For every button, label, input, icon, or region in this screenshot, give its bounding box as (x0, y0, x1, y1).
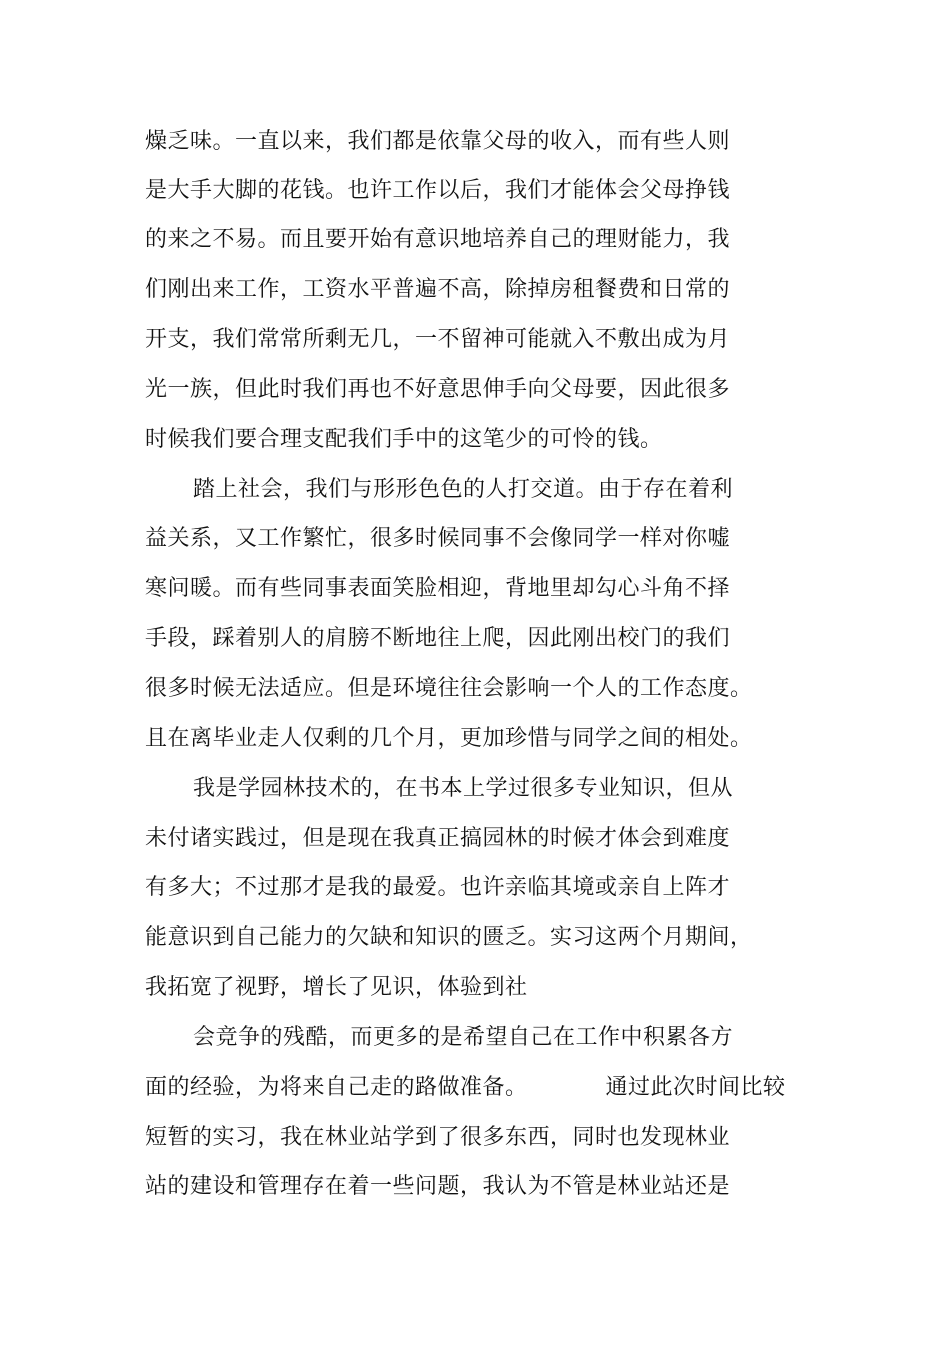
text-segment: 通过此次时间比较 (605, 1075, 786, 1100)
text-line: 燥乏味。一直以来，我们都是依靠父母的收入，而有些人则 (145, 129, 731, 154)
text-line: 光一族，但此时我们再也不好意思伸手向父母要，因此很多 (145, 377, 731, 402)
text-line: 的来之不易。而且要开始有意识地培养自己的理财能力，我 (145, 227, 731, 252)
paragraph-first-line: 会竞争的残酷，而更多的是希望自己在工作中积累各方 (193, 1025, 734, 1050)
text-line: 有多大；不过那才是我的最爱。也许亲临其境或亲自上阵才 (145, 875, 731, 900)
text-line: 们刚出来工作，工资水平普遍不高，除掉房租餐费和日常的 (145, 277, 731, 302)
text-line: 很多时候无法适应。但是环境往往会影响一个人的工作态度。 (145, 676, 753, 701)
text-line: 寒问暖。而有些同事表面笑脸相迎，背地里却勾心斗角不择 (145, 576, 731, 601)
text-line: 未付诸实践过，但是现在我真正搞园林的时候才体会到难度 (145, 826, 731, 851)
text-line: 时候我们要合理支配我们手中的这笔少的可怜的钱。 (145, 427, 663, 452)
text-line: 益关系，又工作繁忙，很多时候同事不会像同学一样对你嘘 (145, 526, 731, 551)
text-line: 是大手大脚的花钱。也许工作以后，我们才能体会父母挣钱 (145, 178, 731, 203)
paragraph-first-line: 我是学园林技术的，在书本上学过很多专业知识，但从 (193, 776, 734, 801)
text-line: 开支，我们常常所剩无几，一不留神可能就入不敷出成为月 (145, 327, 731, 352)
text-line: 手段，踩着别人的肩膀不断地往上爬，因此刚出校门的我们 (145, 626, 731, 651)
text-line: 我拓宽了视野，增长了见识，体验到社 (145, 975, 528, 1000)
text-line: 短暂的实习，我在林业站学到了很多东西，同时也发现林业 (145, 1125, 731, 1150)
text-line: 且在离毕业走人仅剩的几个月，更加珍惜与同学之间的相处。 (145, 726, 753, 751)
text-segment: 面的经验，为将来自己走的路做准备。 (145, 1075, 528, 1100)
text-line (145, 1073, 786, 1103)
paragraph-first-line: 踏上社会，我们与形形色色的人打交道。由于存在着利 (193, 477, 734, 502)
text-line: 能意识到自己能力的欠缺和知识的匮乏。实习这两个月期间， (145, 925, 753, 950)
text-line: 站的建设和管理存在着一些问题，我认为不管是林业站还是 (145, 1174, 731, 1199)
